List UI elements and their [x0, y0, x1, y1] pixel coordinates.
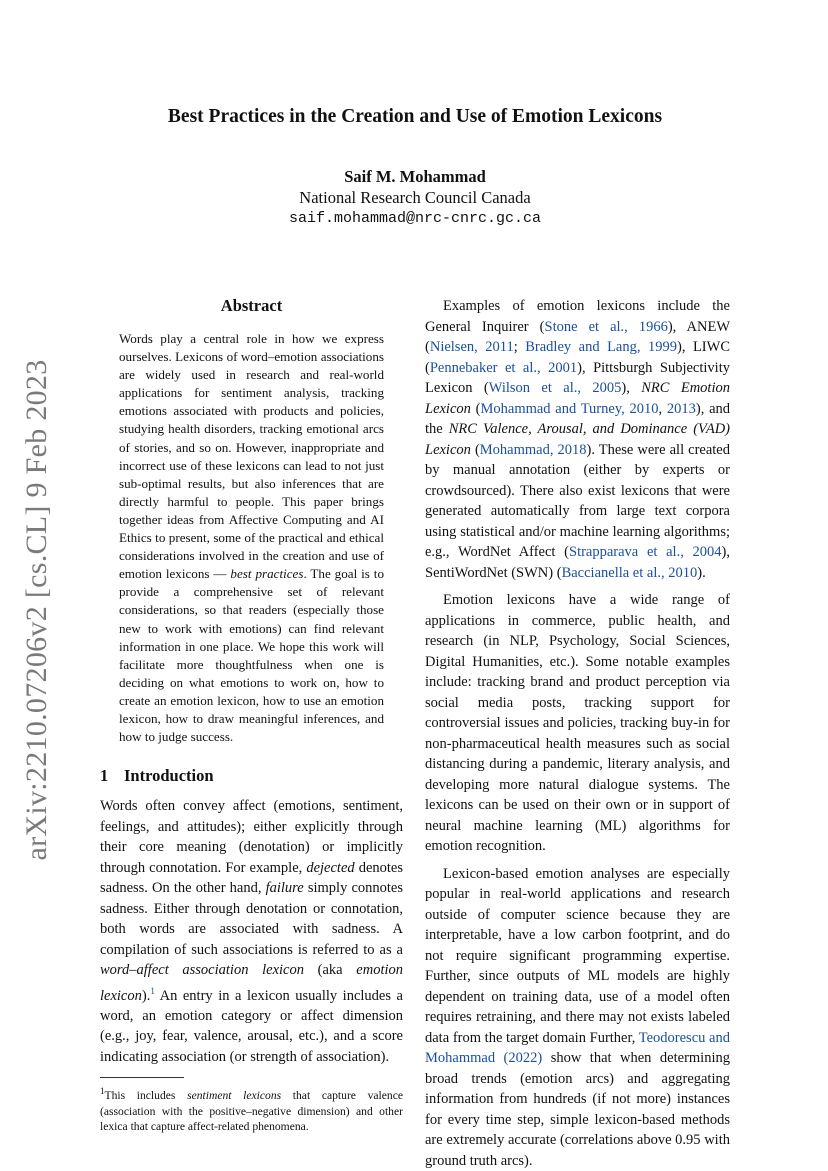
lexicon-analyses-paragraph — [425, 864, 730, 1171]
emphasis: emotion lexicon — [100, 962, 404, 1004]
text-run: Examples of emotion lexicons include the General Inquirer ( — [425, 298, 730, 335]
paper-title: Best Practices in the Creation and Use of Emotion Lexicons — [167, 106, 663, 127]
emphasis: failure — [265, 880, 304, 897]
citation-link[interactable]: Pennebaker et al., 2001 — [429, 359, 578, 376]
section-heading-introduction — [100, 766, 403, 786]
text-run: ; — [513, 339, 526, 355]
text-run: ), — [621, 380, 642, 396]
text-run: ( — [470, 441, 480, 458]
citation-link[interactable]: 2013 — [666, 400, 696, 417]
text-run: Lexicon-based emotion analyses are especially popular in real-world applications and research outside of computer science because they are interpretable, have a low carbon footprint, and do not require significant programming expertise. Further, since outputs of ML models are highly dependent on training data, use of a model often requires retraining, and there may not exists labeled data from the target domain Further, — [425, 865, 730, 1046]
section-title: Introduction — [124, 766, 214, 786]
citation-link[interactable]: Stone et al., 1966 — [544, 318, 668, 335]
text-run: ), LIWC ( — [425, 339, 730, 376]
emphasis: dejected — [306, 859, 355, 876]
footnote-emphasis: sentiment lexicons — [187, 1089, 282, 1103]
emphasis: NRC Valence, Arousal, and Dominance (VAD) Lexicon — [425, 421, 730, 458]
text-run: ( — [470, 400, 481, 417]
lexicon-examples-paragraph — [425, 296, 730, 583]
author-block — [100, 166, 730, 229]
emphasis: NRC Emotion Lexicon — [425, 380, 730, 417]
text-run: simply connotes sadness. Either through denotation or connotation, both words are associated with sadness. A compilation of such associations is referred to as a — [100, 880, 404, 958]
citation-link[interactable]: Baccianella et al., 2010 — [561, 564, 698, 581]
arxiv-identifier — [14, 359, 60, 861]
text-run: ), Pittsburgh Subjectivity Lexicon ( — [425, 359, 730, 396]
text-run: , — [658, 400, 667, 417]
abstract-text-part: . The goal is to provide a comprehensive set of relevant considerations, so that readers (especially those new to work with emotions) can find relevant information in one place. We hope this work will facilitate more thoughtfulness when one is deciding on what emotions to work on, how to create an emotion lexicon, how to use an emotion lexicon, how to draw meaningful inferences, and how to judge success. — [119, 566, 384, 745]
abstract-text-part: Words play a central role in how we express ourselves. Lexicons of word–emotion associations are widely used in research and real-world applications for sentiment analysis, tracking emotions associated with products and policies, studying health disorders, tracking emotional arcs of stories, and so on. However, inappropriate and incorrect use of these lexicons can lead to not just sub-optimal results, but also inferences that are directly harmful to people. This paper brings together ideas from Affective Computing and AI Ethics to present, some of the practical and ethical considerations involved in the creation and use of emotion lexicons — — [119, 331, 384, 582]
text-run: ). — [141, 987, 151, 1004]
author-name: Saif M. Mohammad — [344, 167, 486, 186]
left-column — [100, 296, 403, 1135]
citation-link[interactable]: Bradley and Lang, 1999 — [525, 339, 677, 355]
text-run: ), SentiWordNet (SWN) ( — [425, 544, 730, 581]
abstract-text — [119, 330, 384, 746]
arxiv-identifier-text: arXiv:2210.07206v2 [cs.CL] 9 Feb 2023 — [20, 359, 53, 861]
text-run: Words often convey affect (emotions, sentiment, feelings, and attitudes); either explicitly through their core meaning (denotation) or implicitly through connotation. For example, — [100, 798, 403, 876]
author-affiliation: National Research Council Canada — [299, 188, 531, 207]
text-run: ). These were all created by manual annotation (either by experts or crowdsourced). There also exist lexicons that were generated automatically from large text corpora using statistical and/or machine learning algorithms; e.g., WordNet Affect ( — [425, 441, 730, 560]
footnote — [100, 1084, 403, 1134]
footnote-rule — [100, 1077, 184, 1078]
intro-paragraph — [100, 796, 403, 1067]
citation-link[interactable]: Mohammad, 2018 — [479, 441, 587, 458]
text-run: ), ANEW ( — [425, 318, 731, 355]
footnote-number: 1 — [100, 1086, 105, 1097]
abstract-emphasis: best practices — [230, 566, 304, 582]
text-run: denotes sadness. On the other hand, — [100, 859, 403, 897]
citation-link[interactable]: Teodorescu and Mohammad (2022) — [425, 1029, 730, 1066]
text-run: show that when determining broad trends (emotion arcs) and aggregating information from hundreds (if not more) instances for every time step, simple lexicon-based methods are extremely accurate (correlations above 0.95 with ground truth arcs). — [425, 1050, 730, 1169]
author-email: saif.mohammad@nrc-cnrc.gc.ca — [288, 210, 542, 227]
citation-link[interactable]: Mohammad and Turney, 2010 — [480, 400, 659, 417]
abstract-heading: Abstract — [220, 296, 283, 315]
text-run: An entry in a lexicon usually includes a word, an emotion category or affect dimension (e.g., joy, fear, valence, arousal, etc.), and a score indicating association (or strength of association). — [100, 987, 403, 1065]
right-column — [425, 296, 730, 1171]
footnote-mark[interactable]: 1 — [150, 985, 155, 996]
applications-paragraph: Emotion lexicons have a wide range of applications in commerce, public health, and research (in NLP, Psychology, Social Sciences, Digital Humanities, etc.). Some notable examples include: tracking brand and product perception via social media posts, tracking support for controversial issues and policies, tracking buy-in for non-pharmaceutical health measures such as social distancing during a pandemic, literary analysis, and developing more natural dialogue systems. The lexicons can be used on their own or in support of neural machine learning (ML) algorithms for emotion recognition. — [425, 592, 730, 854]
footnote-text: that capture valence (association with the positive–negative dimension) and other lexica that capture affect-related phenomena. — [100, 1089, 403, 1134]
footnote-text: This includes — [104, 1089, 188, 1103]
section-number: 1 — [100, 766, 109, 786]
text-run: (aka — [304, 962, 357, 979]
citation-link[interactable]: Strapparava et al., 2004 — [569, 544, 722, 560]
citation-link[interactable]: Nielsen, 2011 — [429, 339, 514, 355]
emphasis: word–affect association lexicon — [100, 962, 304, 979]
text-run: ). — [697, 564, 706, 581]
text-run: ), and the — [425, 400, 731, 437]
citation-link[interactable]: Wilson et al., 2005 — [488, 380, 622, 396]
